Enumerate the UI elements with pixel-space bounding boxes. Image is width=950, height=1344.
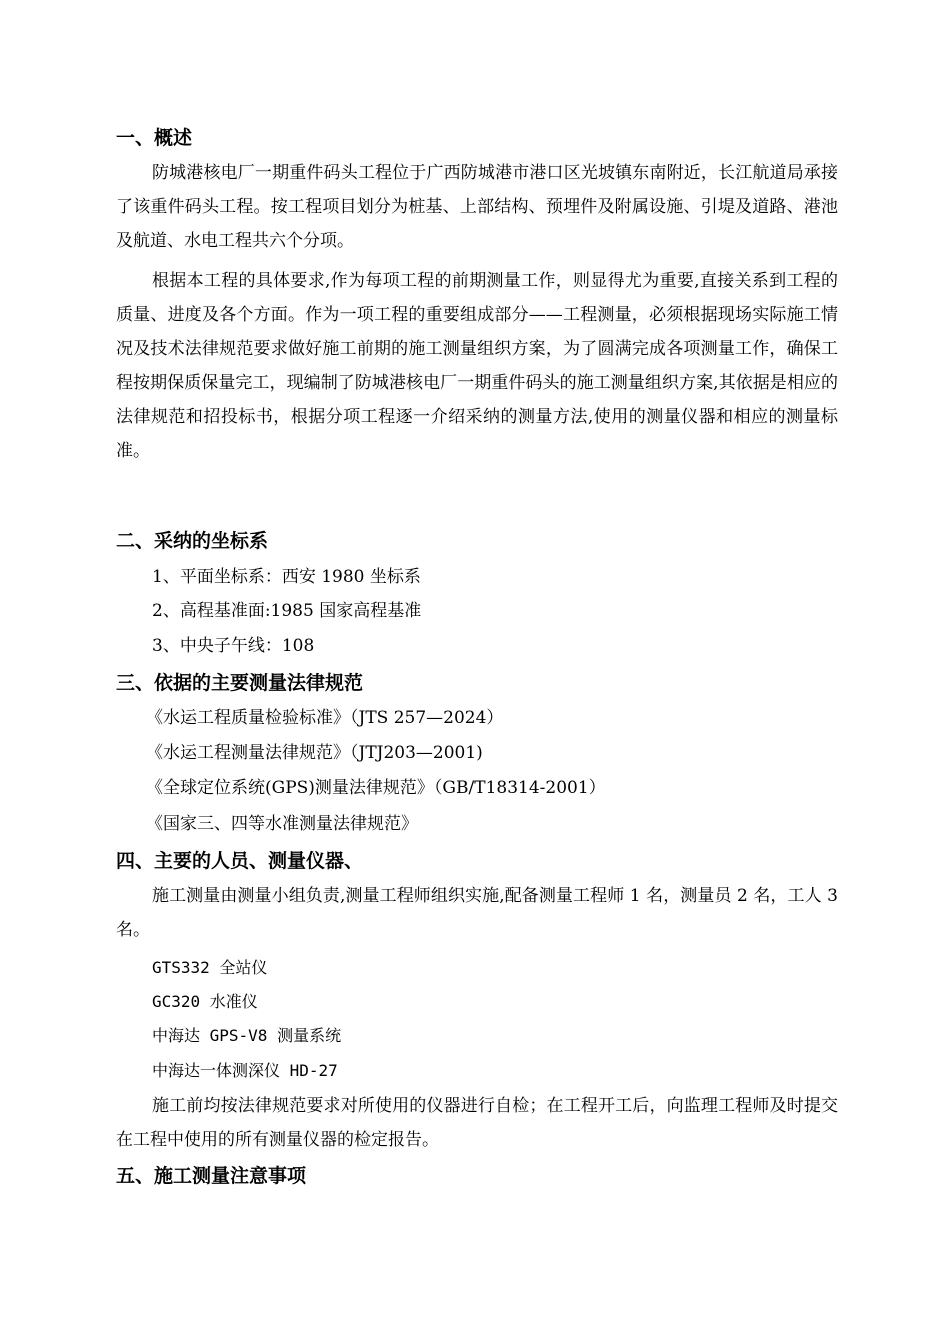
instrument-item-4: 中海达一体测深仪 HD-27	[152, 1061, 338, 1080]
instrument-item-1: GTS332 全站仪	[152, 958, 268, 977]
standard-item-1: 《水运工程质量检验标准》（JTS 257—2024）	[146, 708, 504, 728]
section-heading-precautions: 五、施工测量注意事项	[116, 1165, 307, 1187]
coordinate-item-3: 3、中央子午线：108	[152, 636, 315, 656]
instrument-item-3: 中海达 GPS-V8 测量系统	[152, 1026, 342, 1045]
section-heading-overview: 一、概述	[116, 127, 193, 149]
section-heading-coordinate-system: 二、采纳的坐标系	[116, 530, 269, 552]
overview-paragraph-2: 根据本工程的具体要求,作为每项工程的前期测量工作，则显得尤为重要,直接关系到工程的质量、进度及各个方面。作为一项工程的重要组成部分——工程测量，必须根据现场实际施工情况及技术法律规范要求做好施工前期的施工测量组织方案，为了圆满完成各项测量工作，确保工程按期保质保量完工，现编制了防城港核电厂一期重件码头的施工测量组织方案,其依据是相应的法律规范和招投标书，根据分项工程逐一介绍采纳的测量方法,使用的测量仪器和相应的测量标准。	[116, 271, 838, 461]
standard-item-3: 《全球定位系统(GPS)测量法律规范》（GB/T18314-2001）	[146, 778, 606, 798]
standard-item-4: 《国家三、四等水准测量法律规范》	[146, 814, 418, 834]
overview-paragraph-1: 防城港核电厂一期重件码头工程位于广西防城港市港口区光坡镇东南附近，长江航道局承接了该重件码头工程。按工程项目划分为桩基、上部结构、预埋件及附属设施、引堤及道路、港池及航道、水电工程共六个分项。	[116, 163, 838, 251]
personnel-paragraph: 施工测量由测量小组负责,测量工程师组织实施,配备测量工程师 1 名，测量员 2 名，工人 3 名。	[116, 886, 838, 940]
coordinate-item-1: 1、平面坐标系：西安 1980 坐标系	[152, 567, 421, 587]
section-heading-standards: 三、依据的主要测量法律规范	[116, 672, 364, 694]
section-heading-personnel-instruments: 四、主要的人员、测量仪器、	[116, 850, 364, 872]
instrument-item-2: GC320 水准仪	[152, 992, 258, 1011]
instrument-calibration-paragraph: 施工前均按法律规范要求对所使用的仪器进行自检；在工程开工后，向监理工程师及时提交在工程中使用的所有测量仪器的检定报告。	[116, 1096, 838, 1150]
standard-item-2: 《水运工程测量法律规范》（JTJ203—2001)	[146, 743, 483, 763]
coordinate-item-2: 2、高程基准面:1985 国家高程基准	[152, 601, 422, 621]
